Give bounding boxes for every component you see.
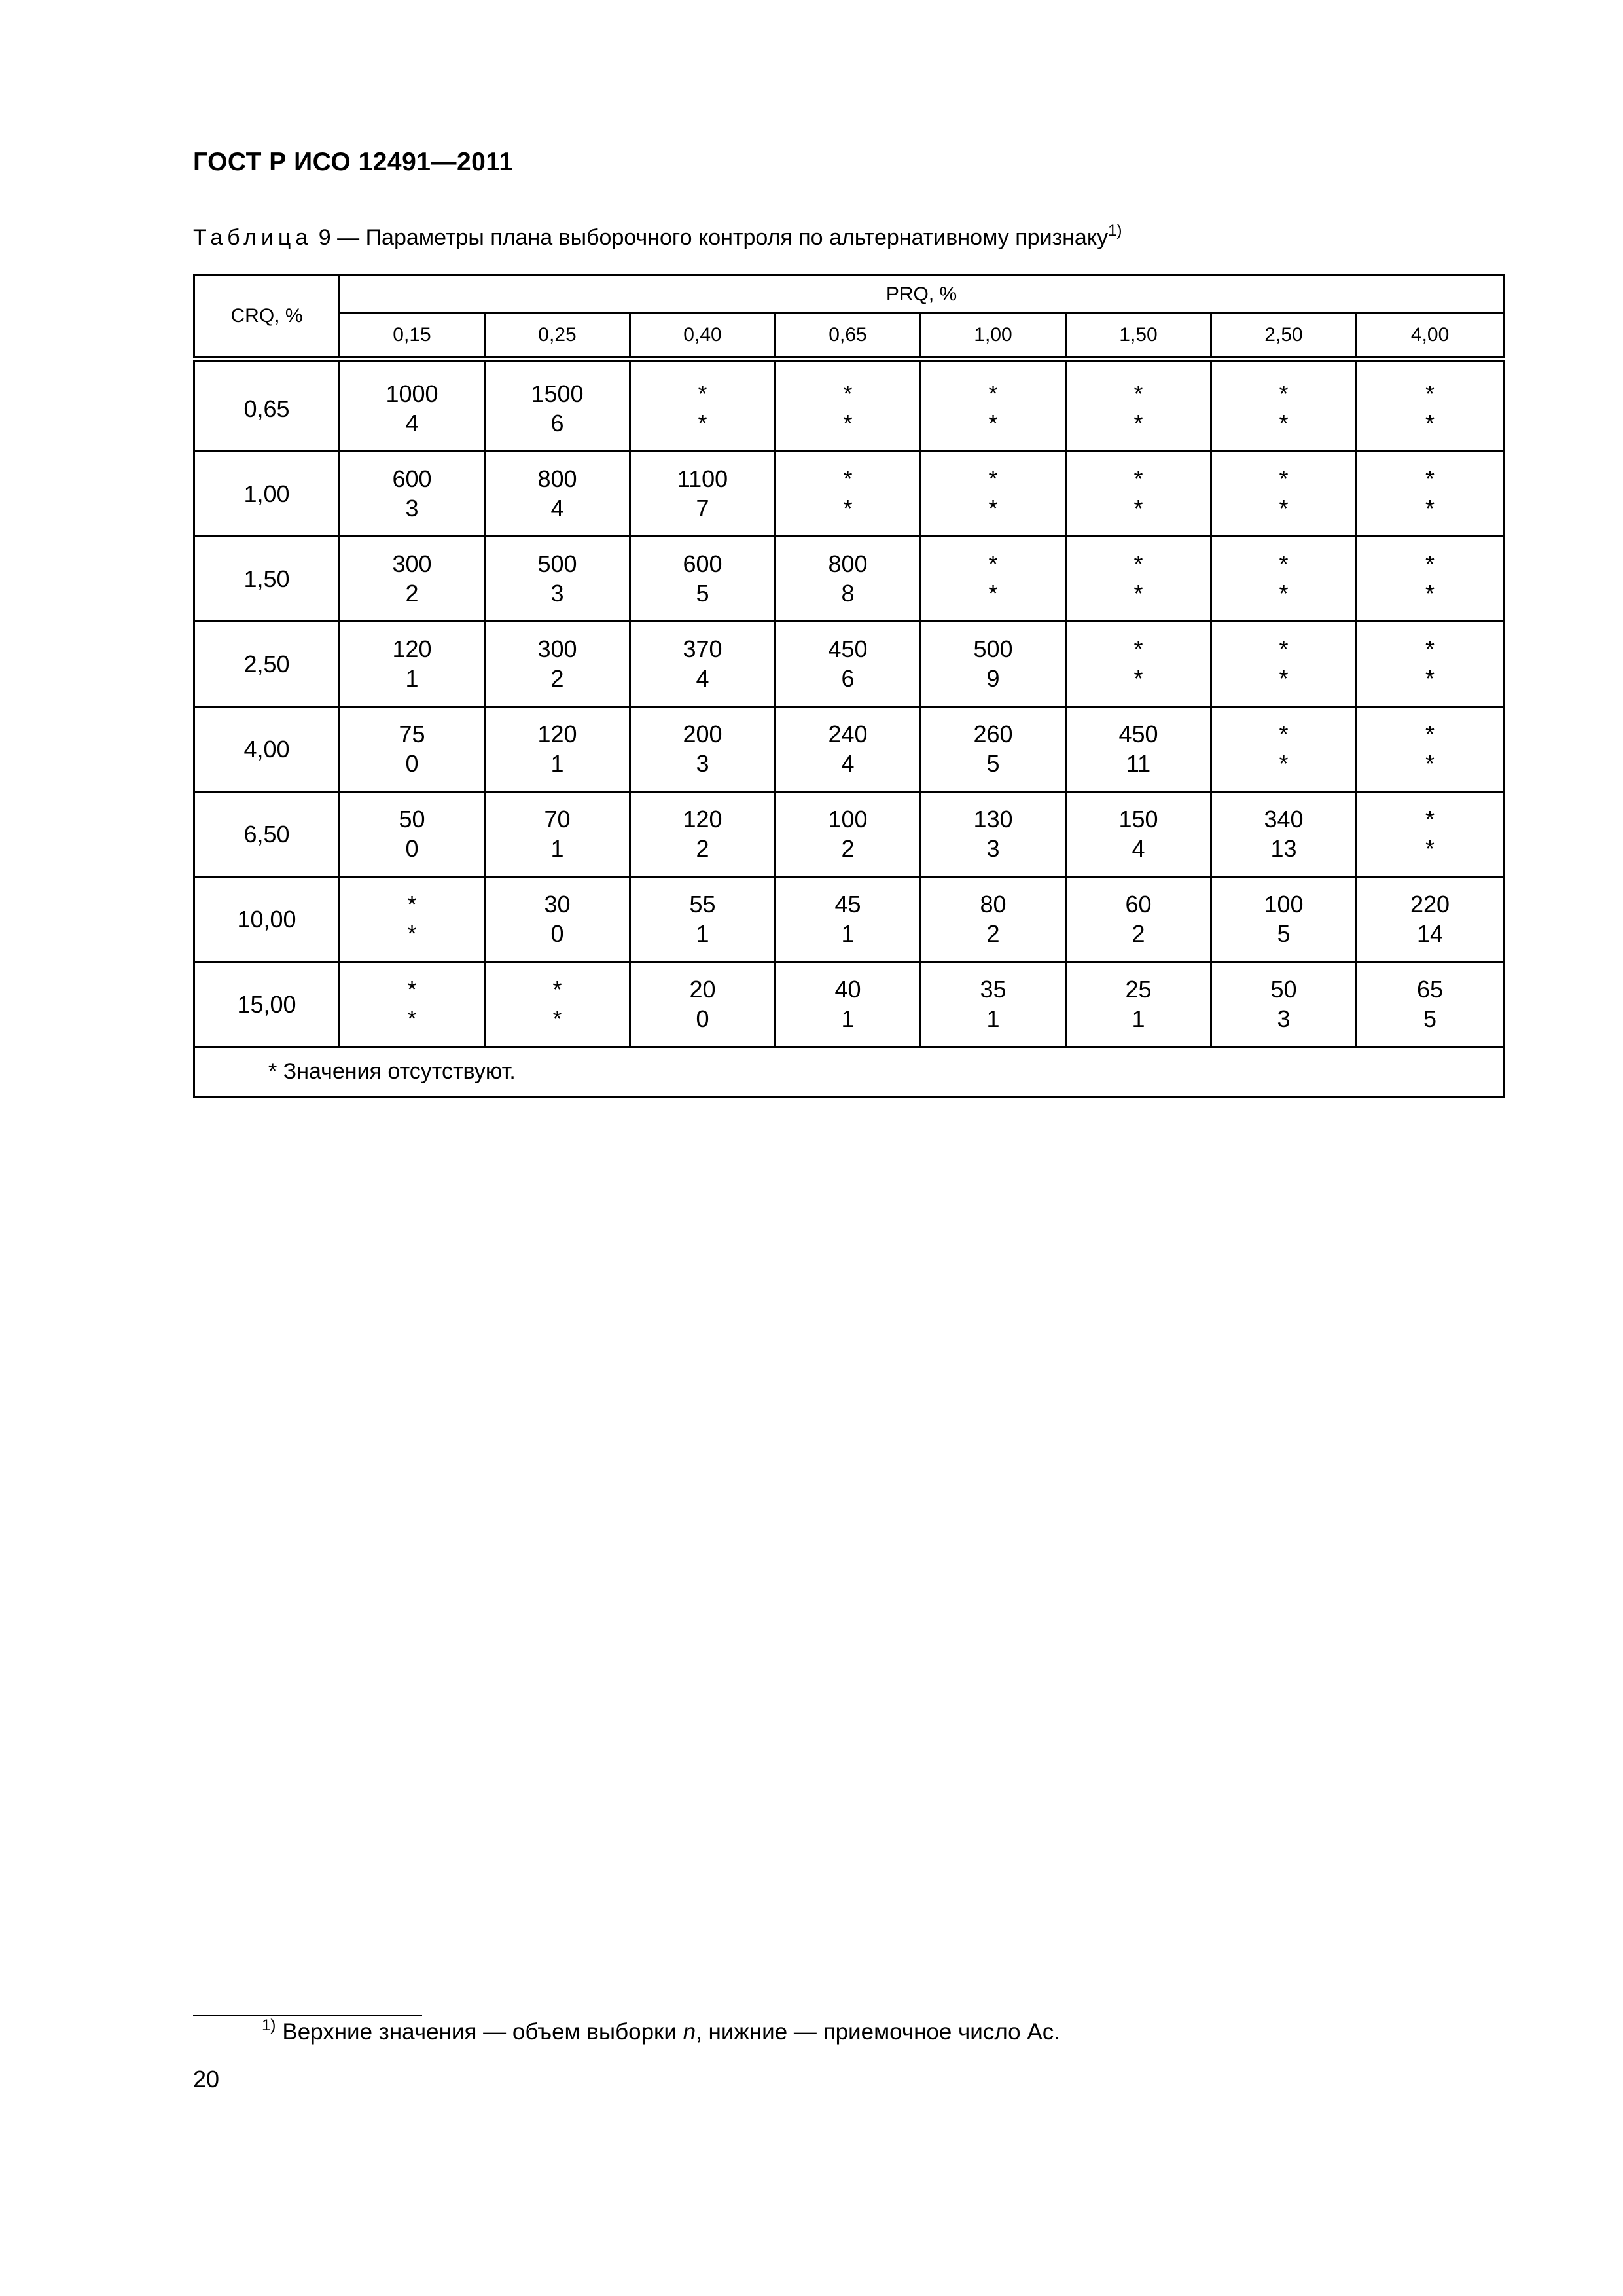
acceptance-number-cell: 3 [485,579,630,622]
prq-value-header: 1,00 [921,314,1066,359]
acceptance-number-cell: * [1357,579,1504,622]
sample-size-cell: * [1211,452,1357,494]
sample-size-cell: 450 [1066,707,1211,749]
sample-size-cell: 80 [921,877,1066,920]
acceptance-number-cell: * [1211,664,1357,707]
sample-size-cell: 200 [630,707,776,749]
table-row-acceptance-number [194,919,1504,962]
acceptance-number-cell: 1 [340,664,485,707]
acceptance-number-cell: * [630,408,776,452]
footnote-text-before: Верхние значения — объем выборки [282,2019,683,2045]
acceptance-number-cell: 4 [340,408,485,452]
acceptance-number-cell: * [485,1004,630,1047]
sample-size-cell: 40 [776,962,921,1005]
sample-size-cell: 300 [485,622,630,664]
table-caption [193,222,1122,251]
acceptance-number-cell: 2 [921,919,1066,962]
table-row-sample-size [194,452,1504,494]
acceptance-number-cell: 1 [1066,1004,1211,1047]
sample-size-cell: 500 [485,537,630,579]
sample-size-cell: 600 [630,537,776,579]
sample-size-cell: 100 [1211,877,1357,920]
acceptance-number-cell: 6 [776,664,921,707]
crq-value-cell: 2,50 [194,622,340,707]
acceptance-number-cell: * [1211,749,1357,792]
sample-size-cell: * [630,359,776,409]
acceptance-number-cell: 3 [630,749,776,792]
acceptance-number-cell: 0 [340,749,485,792]
footnote-italic: n [683,2019,696,2045]
acceptance-number-cell: 2 [340,579,485,622]
sample-size-cell: 800 [485,452,630,494]
acceptance-number-cell: * [1066,664,1211,707]
sample-size-cell: 50 [340,792,485,834]
sample-size-cell: * [1357,452,1504,494]
sample-size-cell: * [1066,537,1211,579]
crq-value-cell: 6,50 [194,792,340,877]
table-row-acceptance-number [194,408,1504,452]
sample-size-cell: 60 [1066,877,1211,920]
sample-size-cell: * [340,877,485,920]
acceptance-number-cell: * [921,493,1066,537]
sample-size-cell: * [776,359,921,409]
acceptance-number-cell: 1 [630,919,776,962]
table-row-acceptance-number [194,834,1504,877]
acceptance-number-cell: * [776,408,921,452]
acceptance-number-cell: 11 [1066,749,1211,792]
sample-size-cell: 1500 [485,359,630,409]
sample-size-cell: * [1357,792,1504,834]
sampling-plan-table [193,274,1505,1098]
crq-value-cell: 1,50 [194,537,340,622]
sample-size-cell: 370 [630,622,776,664]
acceptance-number-cell: 7 [630,493,776,537]
sample-size-cell: * [921,452,1066,494]
acceptance-number-cell: 1 [776,919,921,962]
sample-size-cell: 340 [1211,792,1357,834]
acceptance-number-cell: 3 [921,834,1066,877]
sample-size-cell: 800 [776,537,921,579]
sample-size-cell: * [1357,359,1504,409]
sample-size-cell: * [921,537,1066,579]
sample-size-cell: 240 [776,707,921,749]
table-row-sample-size [194,792,1504,834]
acceptance-number-cell: 4 [1066,834,1211,877]
crq-value-cell: 4,00 [194,707,340,792]
prq-value-header: 0,65 [776,314,921,359]
table-row-sample-size [194,537,1504,579]
acceptance-number-cell: * [1066,579,1211,622]
sample-size-cell: * [1357,537,1504,579]
crq-value-cell: 1,00 [194,452,340,537]
prq-value-header: 1,50 [1066,314,1211,359]
footnote-text-after: , нижние — приемочное число Ac. [696,2019,1060,2045]
sample-size-cell: * [1211,359,1357,409]
caption-label: Таблица [193,225,313,250]
acceptance-number-cell: 1 [485,834,630,877]
sample-size-cell: 20 [630,962,776,1005]
acceptance-number-cell: * [1211,408,1357,452]
table-row-acceptance-number [194,1004,1504,1047]
acceptance-number-cell: 1 [921,1004,1066,1047]
sample-size-cell: 1000 [340,359,485,409]
acceptance-number-cell: 9 [921,664,1066,707]
acceptance-number-cell: 5 [630,579,776,622]
table-row-sample-size [194,707,1504,749]
acceptance-number-cell: * [1357,408,1504,452]
sample-size-cell: * [1357,707,1504,749]
crq-value-cell: 15,00 [194,962,340,1047]
table-row-sample-size [194,962,1504,1005]
acceptance-number-cell: * [1357,493,1504,537]
acceptance-number-cell: * [921,579,1066,622]
acceptance-number-cell: * [340,919,485,962]
sample-size-cell: * [776,452,921,494]
table-note: * Значения отсутствуют. [194,1047,1504,1097]
caption-text: Параметры плана выборочного контроля по альтернативному признаку [365,225,1109,250]
document-header: ГОСТ Р ИСО 12491—2011 [193,148,514,176]
caption-number: 9 [318,225,331,250]
sample-size-cell: 260 [921,707,1066,749]
table-row-sample-size [194,877,1504,920]
acceptance-number-cell: 3 [1211,1004,1357,1047]
footnote-mark: 1) [262,2017,276,2034]
sample-size-cell: * [1211,622,1357,664]
acceptance-number-cell: * [1211,493,1357,537]
sample-size-cell: 120 [630,792,776,834]
acceptance-number-cell: 1 [485,749,630,792]
page-footnote [262,2019,1060,2045]
sample-size-cell: * [1211,537,1357,579]
acceptance-number-cell: 1 [776,1004,921,1047]
prq-column-header: PRQ, % [340,276,1504,314]
sample-size-cell: 150 [1066,792,1211,834]
sample-size-cell: 75 [340,707,485,749]
table-row-acceptance-number [194,493,1504,537]
acceptance-number-cell: * [1066,408,1211,452]
sample-size-cell: 130 [921,792,1066,834]
acceptance-number-cell: * [921,408,1066,452]
acceptance-number-cell: 2 [776,834,921,877]
sample-size-cell: 25 [1066,962,1211,1005]
sample-size-cell: * [1066,622,1211,664]
sample-size-cell: 100 [776,792,921,834]
sample-size-cell: 50 [1211,962,1357,1005]
prq-value-header: 4,00 [1357,314,1504,359]
acceptance-number-cell: * [340,1004,485,1047]
sample-size-cell: * [1211,707,1357,749]
sample-size-cell: 45 [776,877,921,920]
acceptance-number-cell: * [776,493,921,537]
acceptance-number-cell: * [1357,664,1504,707]
acceptance-number-cell: 3 [340,493,485,537]
page-number: 20 [193,2066,220,2092]
prq-value-header: 2,50 [1211,314,1357,359]
acceptance-number-cell: 4 [776,749,921,792]
prq-value-header: 0,25 [485,314,630,359]
sample-size-cell: 500 [921,622,1066,664]
acceptance-number-cell: * [1357,749,1504,792]
acceptance-number-cell: 0 [340,834,485,877]
acceptance-number-cell: 2 [1066,919,1211,962]
sample-size-cell: 30 [485,877,630,920]
acceptance-number-cell: 4 [485,493,630,537]
table-row-sample-size [194,622,1504,664]
acceptance-number-cell: 13 [1211,834,1357,877]
sample-size-cell: 1100 [630,452,776,494]
table-row-acceptance-number [194,579,1504,622]
acceptance-number-cell: 5 [1211,919,1357,962]
sample-size-cell: 120 [485,707,630,749]
crq-value-cell: 0,65 [194,359,340,452]
sample-size-cell: * [1066,359,1211,409]
caption-dash: — [330,225,366,250]
sample-size-cell: 65 [1357,962,1504,1005]
sample-size-cell: 450 [776,622,921,664]
table-row-acceptance-number [194,749,1504,792]
acceptance-number-cell: 6 [485,408,630,452]
crq-value-cell: 10,00 [194,877,340,962]
sample-size-cell: 120 [340,622,485,664]
acceptance-number-cell: 5 [921,749,1066,792]
sample-size-cell: 300 [340,537,485,579]
sample-size-cell: * [340,962,485,1005]
acceptance-number-cell: 0 [630,1004,776,1047]
table-row-acceptance-number [194,664,1504,707]
acceptance-number-cell: 2 [485,664,630,707]
acceptance-number-cell: 8 [776,579,921,622]
acceptance-number-cell: 4 [630,664,776,707]
sample-size-cell: 600 [340,452,485,494]
acceptance-number-cell: * [1211,579,1357,622]
acceptance-number-cell: 5 [1357,1004,1504,1047]
crq-column-header: CRQ, % [194,276,340,359]
acceptance-number-cell: 2 [630,834,776,877]
prq-value-header: 0,40 [630,314,776,359]
caption-footnote-mark: 1) [1108,222,1122,240]
acceptance-number-cell: * [1066,493,1211,537]
sample-size-cell: * [1066,452,1211,494]
sample-size-cell: * [1357,622,1504,664]
prq-value-header: 0,15 [340,314,485,359]
sample-size-cell: 70 [485,792,630,834]
sample-size-cell: 35 [921,962,1066,1005]
sample-size-cell: * [921,359,1066,409]
acceptance-number-cell: 14 [1357,919,1504,962]
sample-size-cell: 55 [630,877,776,920]
acceptance-number-cell: 0 [485,919,630,962]
sample-size-cell: 220 [1357,877,1504,920]
acceptance-number-cell: * [1357,834,1504,877]
footnote-divider [193,2015,422,2016]
sample-size-cell: * [485,962,630,1005]
table-row-sample-size [194,359,1504,409]
